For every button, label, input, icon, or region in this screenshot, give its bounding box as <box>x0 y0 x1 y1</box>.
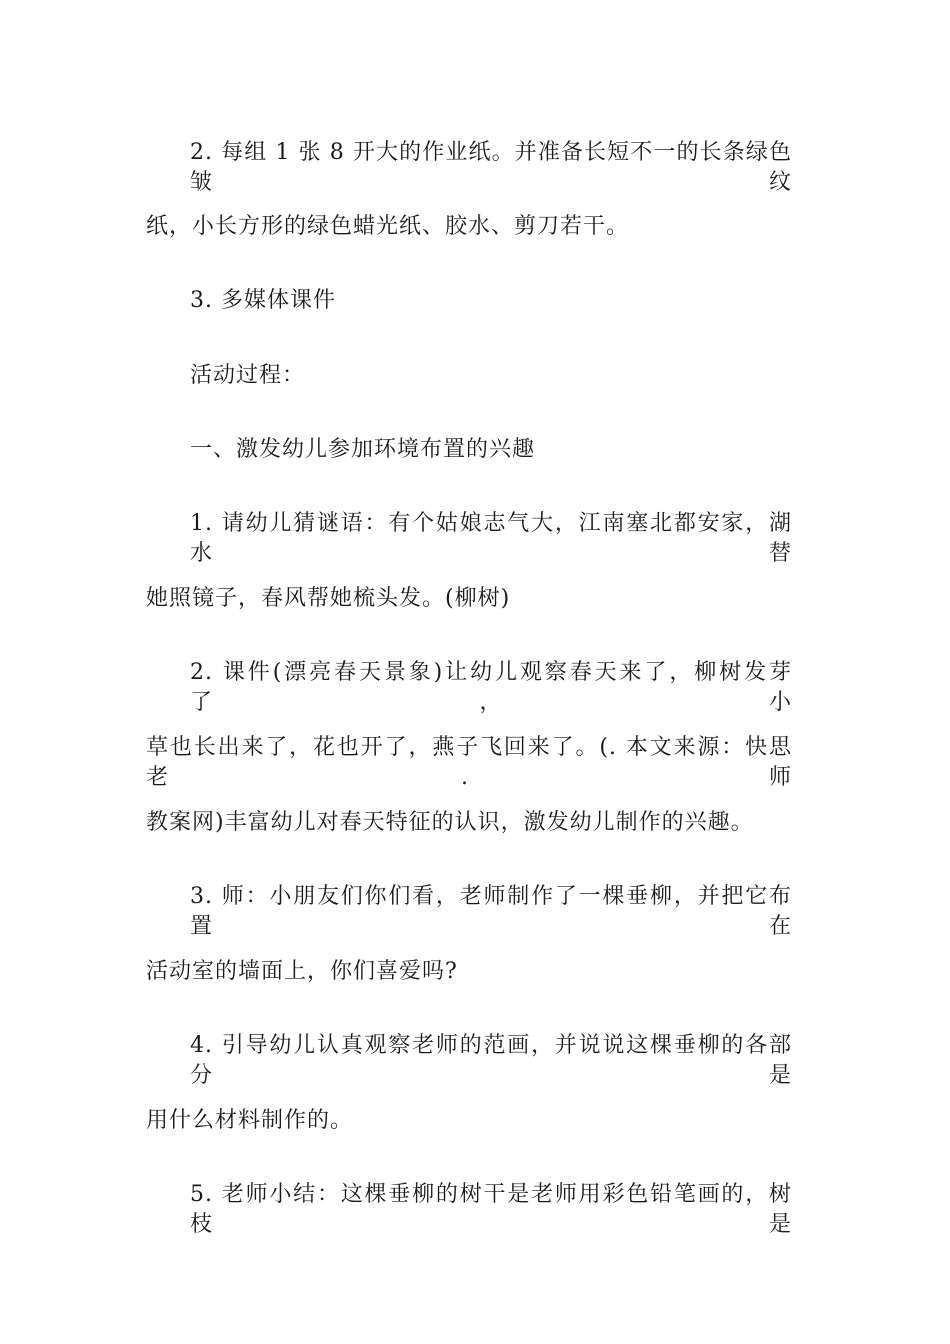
paragraph-line: 纸，小长方形的绿色蜡光纸、胶水、剪刀若干。 <box>146 214 630 239</box>
paragraph-line: 她照镜子，春风帮她梳头发。(柳树) <box>146 586 511 611</box>
list-item: 3. 多媒体课件 <box>190 288 336 313</box>
paragraph-line: 2. 每组 1 张 8 开大的作业纸。并准备长短不一的长条绿色皱纹 <box>190 140 792 195</box>
paragraph-line: 5. 老师小结：这棵垂柳的树干是老师用彩色铅笔画的，树枝是 <box>190 1182 792 1237</box>
section-heading: 活动过程： <box>190 363 306 388</box>
paragraph-line: 2. 课件(漂亮春天景象)让幼儿观察春天来了，柳树发芽了，小 <box>190 660 792 715</box>
paragraph-line: 1. 请幼儿猜谜语：有个姑娘志气大，江南塞北都安家，湖水替 <box>190 511 792 566</box>
paragraph-line: 教案网)丰富幼儿对春天特征的认识，激发幼儿制作的兴趣。 <box>146 810 754 835</box>
section-heading: 一、激发幼儿参加环境布置的兴趣 <box>190 437 536 462</box>
paragraph-line: 用什么材料制作的。 <box>146 1108 354 1133</box>
paragraph-line: 活动室的墙面上，你们喜爱吗? <box>146 959 458 984</box>
paragraph-line: 3. 师：小朋友们你们看，老师制作了一棵垂柳，并把它布置在 <box>190 884 792 939</box>
paragraph-line: 草也长出来了，花也开了，燕子飞回来了。(. 本文来源：快思老. 师 <box>146 735 792 790</box>
paragraph-line: 4. 引导幼儿认真观察老师的范画，并说说这棵垂柳的各部分是 <box>190 1033 792 1088</box>
